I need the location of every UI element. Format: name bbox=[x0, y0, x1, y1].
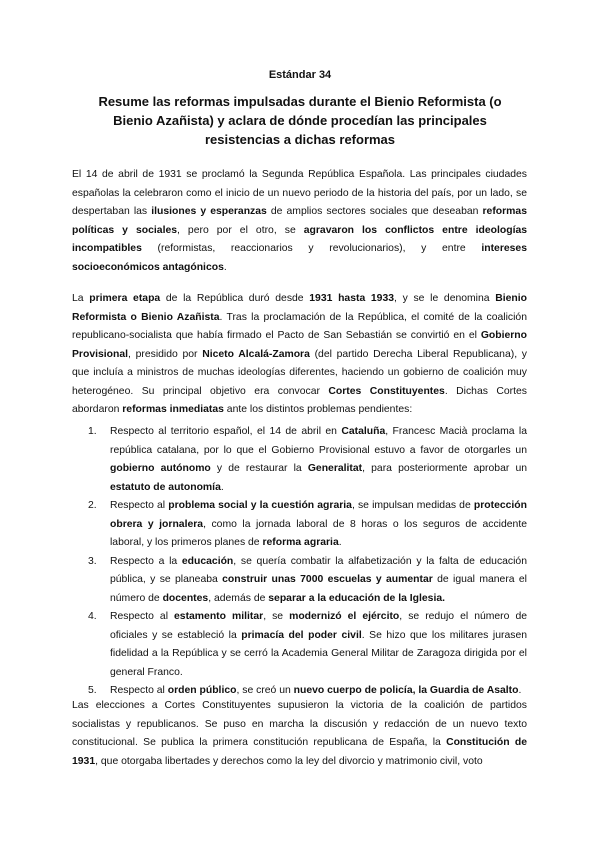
text-run: (del partido Derecha Liberal Republicana), y que incluía a ministros de muchas ideologías diferentes, haciendo un gobierno de coalición muy heterogéneo. Su principal objetivo era convocar bbox=[72, 348, 527, 397]
bold-run: intereses socioeconómicos antagónicos bbox=[72, 243, 527, 273]
text-run: de amplios sectores sociales que deseaban bbox=[266, 206, 483, 217]
bold-run: gobierno autónomo bbox=[110, 463, 211, 474]
paragraph-first-stage bbox=[72, 290, 527, 420]
text-run: . bbox=[220, 481, 224, 493]
list-item bbox=[72, 553, 527, 609]
text-run: , pero por el otro, se bbox=[177, 224, 304, 236]
bold-run: estatuto de autonomía bbox=[110, 481, 221, 493]
text-run: , Francesc Macià proclama la república catalana, por lo que el Gobierno Provisional estuvo a favor de otorgarles un bbox=[110, 426, 527, 456]
bold-run: orden público bbox=[167, 685, 237, 696]
text-run: y de restaurar la bbox=[210, 463, 308, 474]
text-run: Las elecciones a Cortes Constituyentes supusieron la victoria de la coalición de partidos socialistas y republicanos. Se puso en marcha la discusión y redacción de un nuevo texto constitucional. Se publica la primera constitución republicana de España, la bbox=[72, 700, 527, 748]
text-run: Respecto al territorio español, el 14 de abril en bbox=[110, 426, 342, 437]
bold-run: Generalitat bbox=[307, 463, 363, 474]
bold-run: construir unas 7000 escuelas y aumentar bbox=[222, 574, 433, 585]
list-number: 4. bbox=[88, 611, 97, 622]
text-run: Respecto a la bbox=[110, 555, 182, 567]
bold-run: reforma agraria bbox=[262, 537, 339, 548]
page-title: Resume las reformas impulsadas durante el Bienio Reformista (o Bienio Azañista) y aclara de dónde procedían las principales resistencias a dichas reformas bbox=[98, 94, 502, 147]
text-run: . bbox=[338, 537, 342, 548]
text-run: , presidido por bbox=[128, 348, 203, 360]
bold-run: ilusiones y esperanzas bbox=[151, 206, 267, 217]
text-run: Respecto al bbox=[110, 611, 175, 622]
text-run: , como la jornada laboral de 8 horas o los seguros de accidente laboral, y los primeros planes de bbox=[110, 518, 527, 548]
standard-label: Estándar 34 bbox=[268, 69, 332, 81]
text-run: . Se hizo que los militares jurasen fidelidad a la República y se cerró la Academia General Militar de Zaragoza dirigida por el general Franco. bbox=[110, 629, 527, 678]
text-run: ante los distintos problemas pendientes: bbox=[223, 404, 413, 415]
bold-run: reformas inmediatas bbox=[122, 404, 224, 415]
text-run: La bbox=[72, 293, 90, 304]
text-run: , se bbox=[263, 611, 290, 622]
bold-run: Niceto Alcalá-Zamora bbox=[202, 348, 310, 360]
bold-run: primacía del poder civil bbox=[241, 629, 362, 641]
bold-run: estamento militar bbox=[174, 611, 264, 622]
text-run: , y se le denomina bbox=[394, 293, 496, 304]
bold-run: Gobierno Provisional bbox=[72, 330, 527, 360]
text-run: Respecto al bbox=[110, 685, 168, 696]
bold-run: educación bbox=[181, 555, 234, 567]
bold-run: Cataluña bbox=[341, 426, 386, 437]
text-run: . Dichas Cortes abordaron bbox=[72, 385, 527, 415]
text-run: , para posteriormente aprobar un bbox=[362, 463, 527, 474]
list-number: 3. bbox=[88, 555, 97, 567]
text-run: . bbox=[518, 685, 522, 696]
text-run: de igual manera el número de bbox=[110, 574, 527, 604]
bold-run: Bienio Reformista o Bienio Azañista bbox=[72, 293, 527, 323]
text-run: . Tras la proclamación de la República, el comité de la coalición republicano-socialista que había firmado el Pacto de San Sebastián se convirtió en el bbox=[72, 311, 527, 341]
bold-run: separar a la educación de la Iglesia. bbox=[268, 592, 445, 604]
text-run: de la República duró desde bbox=[160, 293, 310, 304]
bold-run: docentes bbox=[162, 592, 209, 604]
text-run: , se impulsan medidas de bbox=[351, 500, 474, 511]
bold-run: agravaron los conflictos entre ideologías incompatibles bbox=[72, 224, 528, 254]
text-run: (reformistas, reaccionarios y revolucionarios), y entre bbox=[141, 243, 482, 254]
bold-run: Constitución de 1931 bbox=[72, 737, 527, 767]
bold-run: primera etapa bbox=[89, 293, 161, 304]
text-run: , que otorgaba libertades y derechos como la ley del divorcio y matrimonio civil, voto bbox=[95, 755, 483, 767]
list-number: 2. bbox=[88, 500, 97, 511]
list-number: 1. bbox=[88, 426, 97, 437]
bold-run: modernizó el ejército bbox=[289, 611, 400, 622]
bold-run: reformas políticas y sociales bbox=[72, 206, 527, 236]
bold-run: nuevo cuerpo de policía, la Guardia de Asalto bbox=[293, 685, 519, 696]
text-run: El 14 de abril de 1931 se proclamó la Segunda República Española. Las principales ciudades españolas la celebraron como el inicio de un nuevo periodo de la historia del país, por un lado, se despertaban las bbox=[72, 169, 527, 217]
text-run: , se redujo el número de oficiales y se estableció la bbox=[110, 611, 527, 641]
bold-run: Cortes Constituyentes bbox=[328, 385, 445, 397]
reforms-list bbox=[72, 423, 527, 701]
list-item bbox=[72, 497, 527, 553]
text-run: , se creó un bbox=[236, 685, 294, 696]
bold-run: problema social y la cuestión agraria bbox=[168, 500, 352, 511]
text-run: , se quería combatir la alfabetización y la falta de educación pública, y se planeaba bbox=[110, 555, 527, 585]
list-item bbox=[72, 423, 527, 497]
text-run: Respecto al bbox=[110, 500, 169, 511]
bold-run: protección obrera y jornalera bbox=[110, 500, 527, 530]
list-item bbox=[72, 608, 527, 682]
text-run: . bbox=[223, 261, 227, 273]
bold-run: 1931 hasta 1933 bbox=[309, 293, 395, 304]
list-number: 5. bbox=[88, 685, 97, 696]
paragraph-intro bbox=[72, 166, 527, 277]
paragraph-elections bbox=[72, 697, 527, 771]
text-run: , además de bbox=[208, 592, 269, 604]
